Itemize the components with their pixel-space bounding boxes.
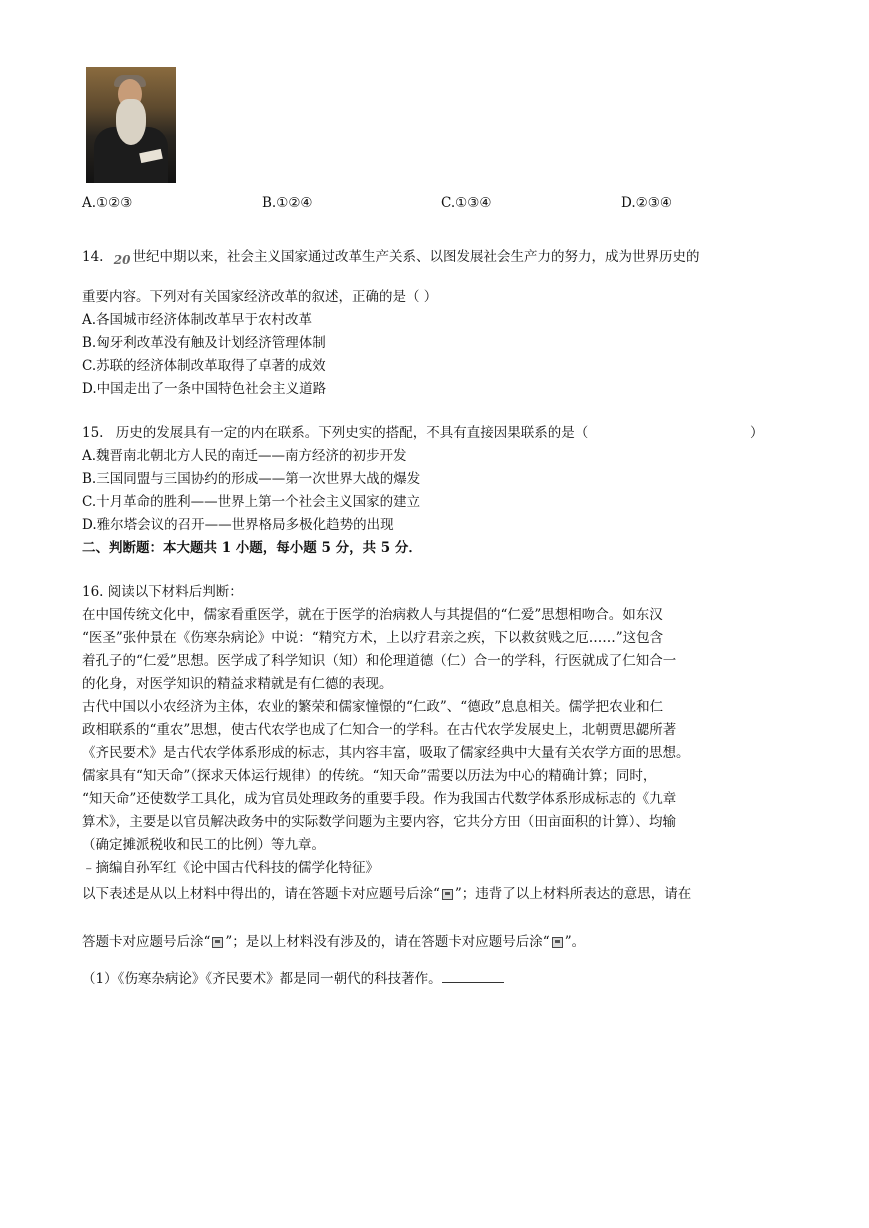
q16-item1-text: （1）《伤寒杂病论》《齐民要术》都是同一朝代的科技著作。: [82, 971, 442, 987]
section2-header: 二、判断题：本大题共 1 小题，每小题 5 分，共 5 分．: [82, 540, 422, 556]
q16-instr2-c: ”。: [564, 934, 586, 950]
q14-option-c: C.苏联的经济体制改革取得了卓著的成效: [82, 358, 326, 374]
q13-option-d: D.②③④: [621, 195, 672, 211]
answer-mark-icon: [442, 889, 453, 900]
q16-material-6: 政相联系的“重农”思想，使古代农学也成了仁知合一的学科。在古代农学发展史上，北朝贾思勰所著: [82, 722, 677, 738]
q16-material-7: 《齐民要术》是古代农学体系形成的标志，其内容丰富，吸取了儒家经典中大量有关农学方面的思想。: [82, 745, 690, 761]
q14-stem-text1: 世纪中期以来，社会主义国家通过改革生产关系、以图发展社会生产力的努力，成为世界历史的: [132, 249, 700, 265]
q16-material-2: “医圣”张仲景在《伤寒杂病论》中说：“精究方术，上以疗君亲之疾，下以救贫贱之厄……”这包含: [82, 630, 664, 646]
q16-material-11: （确定摊派税收和民工的比例）等九章。: [82, 837, 325, 853]
q13-option-c: C.①③④: [441, 195, 492, 211]
q15-option-a: A.魏晋南北朝北方人民的南迁——南方经济的初步开发: [82, 448, 407, 464]
q14-option-a: A.各国城市经济体制改革早于农村改革: [82, 312, 313, 328]
answer-mark-icon: [552, 937, 563, 948]
q14-number: 14.: [82, 249, 104, 265]
portrait-beard: [116, 99, 146, 145]
q16-instr2-b: ”；是以上材料没有涉及的，请在答题卡对应题号后涂“: [225, 934, 550, 950]
q16-instr1-a: 以下表述是从以上材料中得出的，请在答题卡对应题号后涂“: [82, 886, 440, 902]
q16-material-1: 在中国传统文化中，儒家看重医学，就在于医学的治病救人与其提倡的“仁爱”思想相吻合。如东汉: [82, 607, 663, 623]
q15-stem-text: 历史的发展具有一定的内在联系。下列史实的搭配，不具有直接因果联系的是（: [115, 425, 589, 441]
q13-option-a: A.①②③: [82, 195, 133, 211]
q14-stem-line2: 重要内容。下列对有关国家经济改革的叙述，正确的是（ ）: [82, 289, 438, 305]
q16-source: ﹣摘编自孙军红《论中国古代科技的儒学化特征》: [82, 860, 379, 876]
portrait-photo: [86, 67, 176, 183]
q15-option-d: D.雅尔塔会议的召开——世界格局多极化趋势的出现: [82, 517, 394, 533]
q16-instruction-line1: [82, 882, 691, 902]
q16-intro: 16. 阅读以下材料后判断：: [82, 584, 243, 600]
q15-number: 15.: [82, 425, 104, 441]
q14-option-d: D.中国走出了一条中国特色社会主义道路: [82, 381, 327, 397]
q15-stem-end: ）: [750, 425, 764, 441]
q16-material-3: 着孔子的“仁爱”思想。医学成了科学知识（知）和伦理道德（仁）合一的学科，行医就成了仁知合一: [82, 653, 677, 669]
q15-option-b: B.三国同盟与三国协约的形成——第一次世界大战的爆发: [82, 471, 421, 487]
q14-option-b: B.匈牙利改革没有触及计划经济管理体制: [82, 335, 326, 351]
q15-stem: [82, 421, 588, 441]
q14-stem-line1: [82, 245, 699, 265]
q16-instruction-line2: [82, 930, 585, 950]
q14-century-badge: 20: [113, 253, 131, 267]
q16-material-10: 算术》，主要是以官员解决政务中的实际数学问题为主要内容，它共分方田（田亩面积的计算）、均输: [82, 814, 676, 830]
answer-mark-icon: [212, 937, 223, 948]
q16-material-5: 古代中国以小农经济为主体，农业的繁荣和儒家憧憬的“仁政”、“德政”息息相关。儒学把农业和仁: [82, 699, 664, 715]
q16-material-8: 儒家具有“知天命”（探求天体运行规律）的传统。“知天命”需要以历法为中心的精确计算；同时，: [82, 768, 657, 784]
q16-item1: [82, 967, 504, 987]
q16-material-9: “知天命”还使数学工具化，成为官员处理政务的重要手段。作为我国古代数学体系形成标志的《九章: [82, 791, 677, 807]
q16-material-4: 的化身，对医学知识的精益求精就是有仁德的表现。: [82, 676, 393, 692]
q15-option-c: C.十月革命的胜利——世界上第一个社会主义国家的建立: [82, 494, 421, 510]
q16-instr2-a: 答题卡对应题号后涂“: [82, 934, 211, 950]
q13-option-b: B.①②④: [262, 195, 313, 211]
q16-instr1-b: ”；违背了以上材料所表达的意思，请在: [454, 886, 692, 902]
q16-item1-answer-blank[interactable]: [442, 968, 504, 983]
